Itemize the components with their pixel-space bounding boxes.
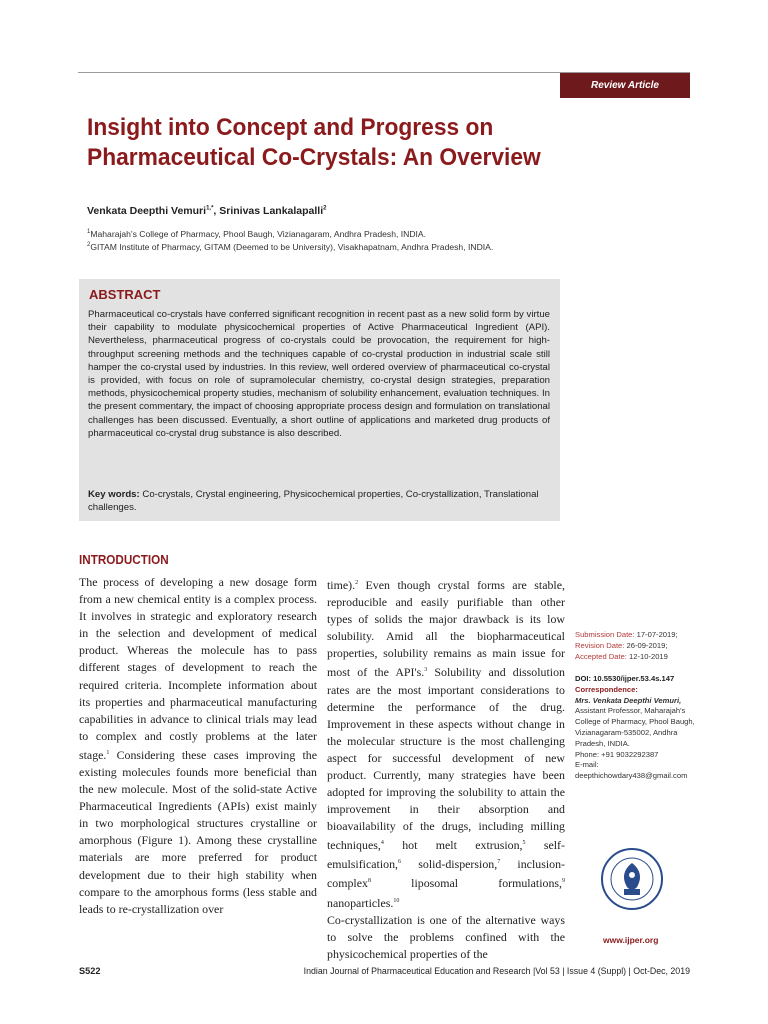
abstract-text: Pharmaceutical co-crystals have conferred significant recognition in recent past as a new solid form by virtue their capability to modulate physicochemical properties of Active Pharmaceutical Ingredient (API). Nevertheless, pharmaceutical progress of co-crystals could be provocation, the requirement for high-throughput screening methods and the techniques capable of co-crystal production in industrial scale still hamper the co-crystal used by industries. In this review, well ordered overview of pharmaceutical co-crystal is provided, with focus on role of supramolecular chemistry, co-crystal design strategies, preparation methods, physicochemical property studies, mechanism of solubility enhancement, evaluation techniques. In the present commentary, the impact of choosing appropriate process design and formulation on translational challenges has been discussed. Eventually, a short outline of applications and marketed drug products of pharmaceutical co-crystal drug substance is also described. (88, 309, 550, 439)
text-run: The process of developing a new dosage form from a new chemical entity is a complex process. It involves in strategic and exploratory research in the selection and development of medical product. Whereas the molecule has to pass different stages of development to reach the required criteria. Incomplete information about its properties and pharmaceutical manufacturing capabilities in advance to clinical trials may lead to complex and costly problems at the later stage. (79, 575, 317, 762)
author-separator: , (213, 205, 220, 217)
citation: 2 (355, 580, 359, 586)
correspondence-phone: Phone: +91 9032292387 (575, 749, 659, 759)
author-sup: 2 (323, 205, 327, 212)
text-run: time). (327, 577, 356, 592)
author-name: Srinivas Lankalapalli (219, 205, 324, 217)
affiliation-sup: 1 (87, 229, 91, 236)
paragraph (79, 574, 317, 918)
text-run: liposomal formulations, (370, 876, 562, 891)
correspondence-label: Correspondence: (575, 684, 638, 694)
paragraph: Co-crystallization is one of the alternative ways to solve the problems confined with the physicochemical properties of the (327, 912, 565, 961)
section-heading-introduction: INTRODUCTION (79, 552, 169, 567)
citation: 9 (562, 878, 565, 885)
citation: 7 (497, 859, 501, 866)
affiliation-sup: 2 (87, 242, 91, 249)
date-value: 12-10-2019 (626, 651, 668, 661)
keywords (88, 488, 550, 515)
paragraph (327, 575, 565, 912)
text-run: hot melt extrusion, (383, 838, 523, 853)
affiliation (87, 229, 426, 239)
text-run: Solubility and dissolution rates are the most important considerations to determine the performance of the drug. Improvement in these aspects without change in the molecular structure is the most challenging aspect for successful development of new product. Currently, many strategies have been adopted for improving the solubility to attain the improvement in their absorption and bioavailability of the drugs, including milling techniques, (327, 665, 565, 853)
text-run: inclusion-complex (327, 857, 565, 891)
author-sup: 1,* (206, 205, 214, 212)
text-run: Considering these cases improving the existing molecules founds more beneficial than the new molecule. Most of the solid-state Active Pharmaceutical Ingredients (APIs) exist mainly in two morphological structures crystalline or amorphous (Figure 1). Among these crystalline materials are more preferred for product development due to their high stability when compare to the amorphous forms (less stable and leads to re-crystallization over (79, 747, 317, 916)
citation: 8 (367, 878, 371, 885)
journal-citation: Indian Journal of Pharmaceutical Education and Research |Vol 53 | Issue 4 (Suppl) | Oct-Dec, 2019 (303, 966, 690, 976)
citation: 10 (393, 897, 400, 904)
keywords-text: Co-crystals, Crystal engineering, Physicochemical properties, Co-crystallization, Translational challenges. (88, 489, 539, 514)
text-run: solid-dispersion, (401, 857, 498, 872)
citation: 3 (424, 667, 428, 674)
affiliation-text: Maharajah's College of Pharmacy, Phool Baugh, Vizianagaram, Andhra Pradesh, INDIA. (90, 229, 427, 239)
date-value: 17-07-2019; (634, 630, 678, 639)
correspondence-name: Mrs. Venkata Deepthi Vemuri, (575, 695, 682, 705)
correspondence-block (575, 674, 700, 782)
citation: 4 (380, 840, 384, 847)
article-type-badge: Review Article (560, 73, 690, 98)
text-run: self-emulsification, (327, 838, 565, 872)
correspondence-address: Assistant Professor, Maharajah's College of Pharmacy, Phool Baugh, Vizianagaram-535002, Andhra Pradesh, INDIA. (575, 706, 695, 748)
association-seal-logo (600, 847, 664, 911)
correspondence-email[interactable]: E-mail: deepthichowdary438@gmail.com (575, 760, 688, 781)
revision-date (575, 641, 700, 652)
author-list (87, 205, 326, 217)
author-name: Venkata Deepthi Vemuri (87, 205, 207, 217)
abstract-heading: ABSTRACT (89, 287, 161, 302)
body-column-left (79, 574, 317, 918)
page-number: S522 (79, 966, 101, 976)
journal-url[interactable]: www.ijper.org (603, 935, 659, 945)
keywords-label: Key words: (88, 489, 140, 500)
article-title: Insight into Concept and Progress on Pharmaceutical Co-Crystals: An Overview (87, 114, 541, 171)
citation: 5 (522, 840, 526, 847)
date-label: Submission Date: (575, 630, 635, 639)
text-run: Even though crystal forms are stable, reproducible and easily purifiable than other types of solids the major drawback is its low solubility. Amid all the biopharmaceutical properties, solubility remains as main issue for most of the API's. (327, 577, 565, 680)
date-label: Accepted Date: (575, 651, 627, 661)
body-column-right (327, 575, 565, 963)
affiliation-text: GITAM Institute of Pharmacy, GITAM (Deemed to be University), Visakhapatnam, Andhra Pradesh, INDIA. (90, 242, 494, 252)
date-label: Revision Date: (575, 640, 625, 650)
affiliation (87, 242, 493, 252)
article-dates (575, 630, 700, 662)
doi: DOI: 10.5530/ijper.53.4s.147 (575, 674, 675, 683)
submission-date (575, 630, 700, 641)
citation: 1 (106, 749, 110, 756)
citation: 6 (398, 859, 401, 866)
abstract-box (79, 279, 560, 521)
date-value: 26-09-2019; (624, 640, 668, 650)
accepted-date (575, 652, 700, 663)
text-run: nanoparticles. (327, 895, 394, 910)
